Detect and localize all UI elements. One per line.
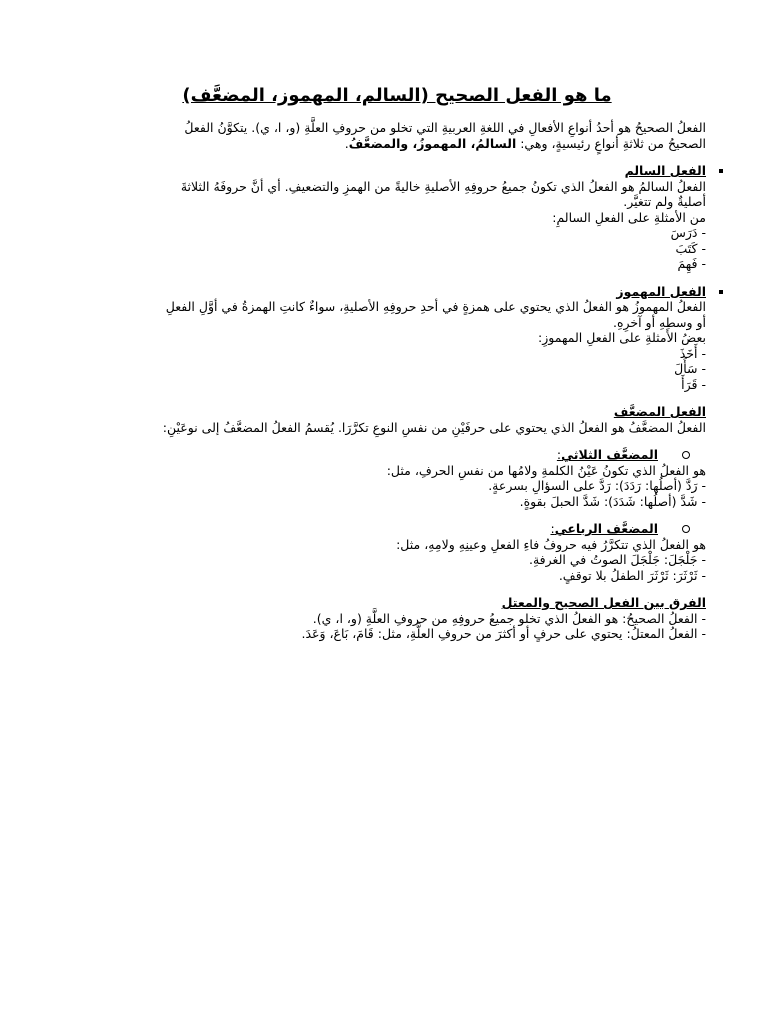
rubai-example: - جَلْجَلَ: جَلْجَلَ الصوتُ في الغرفةِ. (529, 552, 706, 567)
heading-colon: : (550, 521, 555, 536)
mahmuz-example: - قَرَأَ (681, 376, 706, 392)
intro-line-1: الفعلُ الصحيحُ هو أحدُ أنواعِ الأفعالِ في اللغةِ العربيةِ التي تخلو من حروفِ العلَّةِ (و، ا، ي). يتكوَّنُ الفعلُ (184, 120, 706, 135)
salim-example: - كَتَبَ (675, 240, 706, 256)
salim-line: أصليةٌ ولم تتغيَّر. (623, 194, 706, 209)
subsection-heading-rubai-text: المضعَّف الرباعي (554, 521, 658, 536)
subsection-heading-thulathi-text: المضعَّف الثلاثي (561, 447, 658, 462)
mahmuz-line: الفعلُ المهموزُ هو الفعلُ الذي يحتوي على همزةٍ في أحدِ حروفِهِ الأصليةِ، سواءٌ كانتِ الهمزةُ في أوَّلِ الفعلِ (165, 299, 706, 314)
intro-line-2-text: الصحيحُ من ثلاثةِ أنواعٍ رئيسيةٍ، وهي: (516, 135, 706, 151)
section-difference (88, 595, 706, 642)
square-bullet-icon (719, 169, 723, 173)
mudaaf-line: الفعلُ المضعَّفُ هو الفعلُ الذي يحتوي على حرفَيْنِ من نفسِ النوعِ تكرَّرَا. يُقسمُ الفعلُ المضعَّفُ إلى نوعَيْنِ: (162, 419, 706, 435)
section-heading-mahmuz-text: الفعل المهموز (616, 283, 706, 299)
rubai-example: - ثَرْثَرَ: ثَرْثَرَ الطفلُ بلا توقفٍ. (558, 567, 706, 583)
mahmuz-line: بعضُ الأمثلةِ على الفعلِ المهموزِ: (538, 330, 706, 345)
section-heading-mahmuz (88, 284, 706, 300)
intro-paragraph (88, 120, 706, 151)
heading-colon: : (556, 447, 562, 462)
section-heading-salim-text: الفعل السالم (624, 163, 706, 178)
intro-line-2 (88, 136, 706, 152)
salim-line: من الأمثلةِ على الفعلِ السالمِ: (552, 209, 706, 225)
section-salim (88, 163, 706, 272)
mahmuz-example: - أَخَذَ (679, 345, 706, 361)
subsection-heading-thulathi (88, 447, 706, 463)
intro-period: . (344, 135, 349, 151)
rubai-line: هو الفعلُ الذي تتكرَّرُ فيه حروفُ فاءِ الفعلِ وعينِهِ ولامِهِ، مثل: (396, 536, 706, 552)
thulathi-example: - شَدَّ (أصلُها: شَدَدَ): شَدَّ الحبلَ بقوةٍ. (519, 493, 706, 509)
difference-line: - الفعلُ المعتلُ: يحتوي على حرفٍ أو أكثرَ من حروفِ العلَّةِ، مثل: قَامَ، بَاعَ، وَعَدَ. (301, 626, 706, 641)
salim-example: - فَهِمَ (677, 256, 706, 271)
salim-line: الفعلُ السالمُ هو الفعلُ الذي تكونُ جميعُ حروفِهِ الأصليةِ خاليةً من الهمزِ والتضعيفِ. أي أنَّ حروفَهُ الثلاثةَ (180, 178, 706, 194)
section-heading-mudaaf (88, 404, 706, 420)
section-heading-difference: الفرق بين الفعل الصحيح والمعتل (501, 595, 706, 610)
circle-bullet-icon (682, 525, 690, 533)
intro-types-bold: السالمُ، المهموزُ، والمضعَّفُ (348, 135, 517, 151)
subsection-thulathi (88, 447, 706, 509)
square-bullet-icon (719, 290, 723, 294)
subsection-rubai (88, 521, 706, 583)
section-mudaaf (88, 404, 706, 435)
mahmuz-example: - سَأَلَ (674, 361, 706, 376)
thulathi-example: - رَدَّ (أصلُها: رَدَدَ): رَدَّ على السؤالِ بسرعةٍ. (488, 478, 706, 493)
section-heading-mudaaf-text: الفعل المضعَّف (613, 404, 706, 419)
salim-example: - دَرَسَ (670, 225, 706, 240)
circle-bullet-icon (682, 451, 690, 459)
section-mahmuz (88, 284, 706, 393)
section-heading-salim (88, 163, 706, 179)
document-body (88, 84, 706, 654)
difference-line: - الفعلُ الصحيحُ: هو الفعلُ الذي تخلو جميعُ حروفِهِ من حروفِ العلَّةِ (و، ا، ي). (312, 610, 706, 626)
subsection-heading-rubai (88, 521, 706, 537)
mahmuz-line: أو وسطِهِ أو آخرِهِ. (612, 314, 706, 330)
document-title: ما هو الفعل الصحيح (السالم، المهموز، المضعَّف) (182, 85, 612, 106)
thulathi-line: هو الفعلُ الذي تكونُ عَيْنُ الكلمةِ ولامُها من نفسِ الحرفِ، مثل: (386, 462, 706, 478)
